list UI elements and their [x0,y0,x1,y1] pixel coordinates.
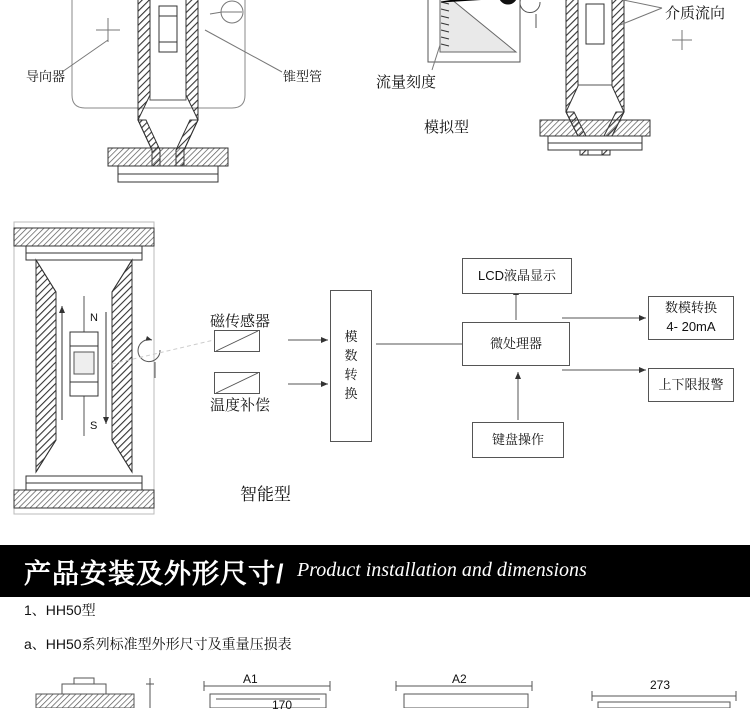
magnet-pole-s: S [90,420,98,432]
microprocessor-box: 微处理器 [462,322,570,366]
keyboard-operation-box: 键盘操作 [472,422,564,458]
ad-converter-char-4: 换 [344,385,358,401]
content-item-a: a、HH50系列标准型外形尺寸及重量压损表 [24,636,292,652]
lcd-display-box: LCD液晶显示 [462,258,572,294]
da-converter-line2: 4- 20mA [666,319,716,334]
banner-title-cn: 产品安装及外形尺寸/ [24,559,285,589]
limit-alarm-box: 上下限报警 [648,368,734,402]
label-analog-type: 模拟型 [424,119,470,136]
dimension-label-a1: A1 [243,672,258,686]
ad-converter-char-1: 模 [344,329,358,345]
label-temperature-compensation: 温度补偿 [210,397,271,414]
ad-converter-box [330,290,372,442]
label-magnetic-sensor: 磁传感器 [210,313,271,330]
dimension-label-273: 273 [650,678,671,692]
dimension-label-170: 170 [272,698,293,712]
temperature-compensation-box [214,372,260,394]
da-converter-box [648,296,734,340]
magnetic-sensor-box [214,330,260,352]
label-medium-flow-direction: 介质流向 [665,5,726,22]
content-item-1: 1、HH50型 [24,602,96,618]
banner-title-en: Product installation and dimensions [297,559,587,581]
magnet-pole-n: N [90,312,98,324]
da-converter-line1: 数模转换 [664,300,717,316]
label-flow-scale: 流量刻度 [376,74,437,91]
label-guide-device: 导向器 [26,69,66,84]
dimension-label-a2: A2 [452,672,467,686]
ad-converter-char-3: 转 [344,367,358,382]
ad-converter-char-2: 数 [344,348,358,364]
label-smart-type: 智能型 [240,485,291,504]
label-cone-tube: 锥型管 [283,69,323,84]
